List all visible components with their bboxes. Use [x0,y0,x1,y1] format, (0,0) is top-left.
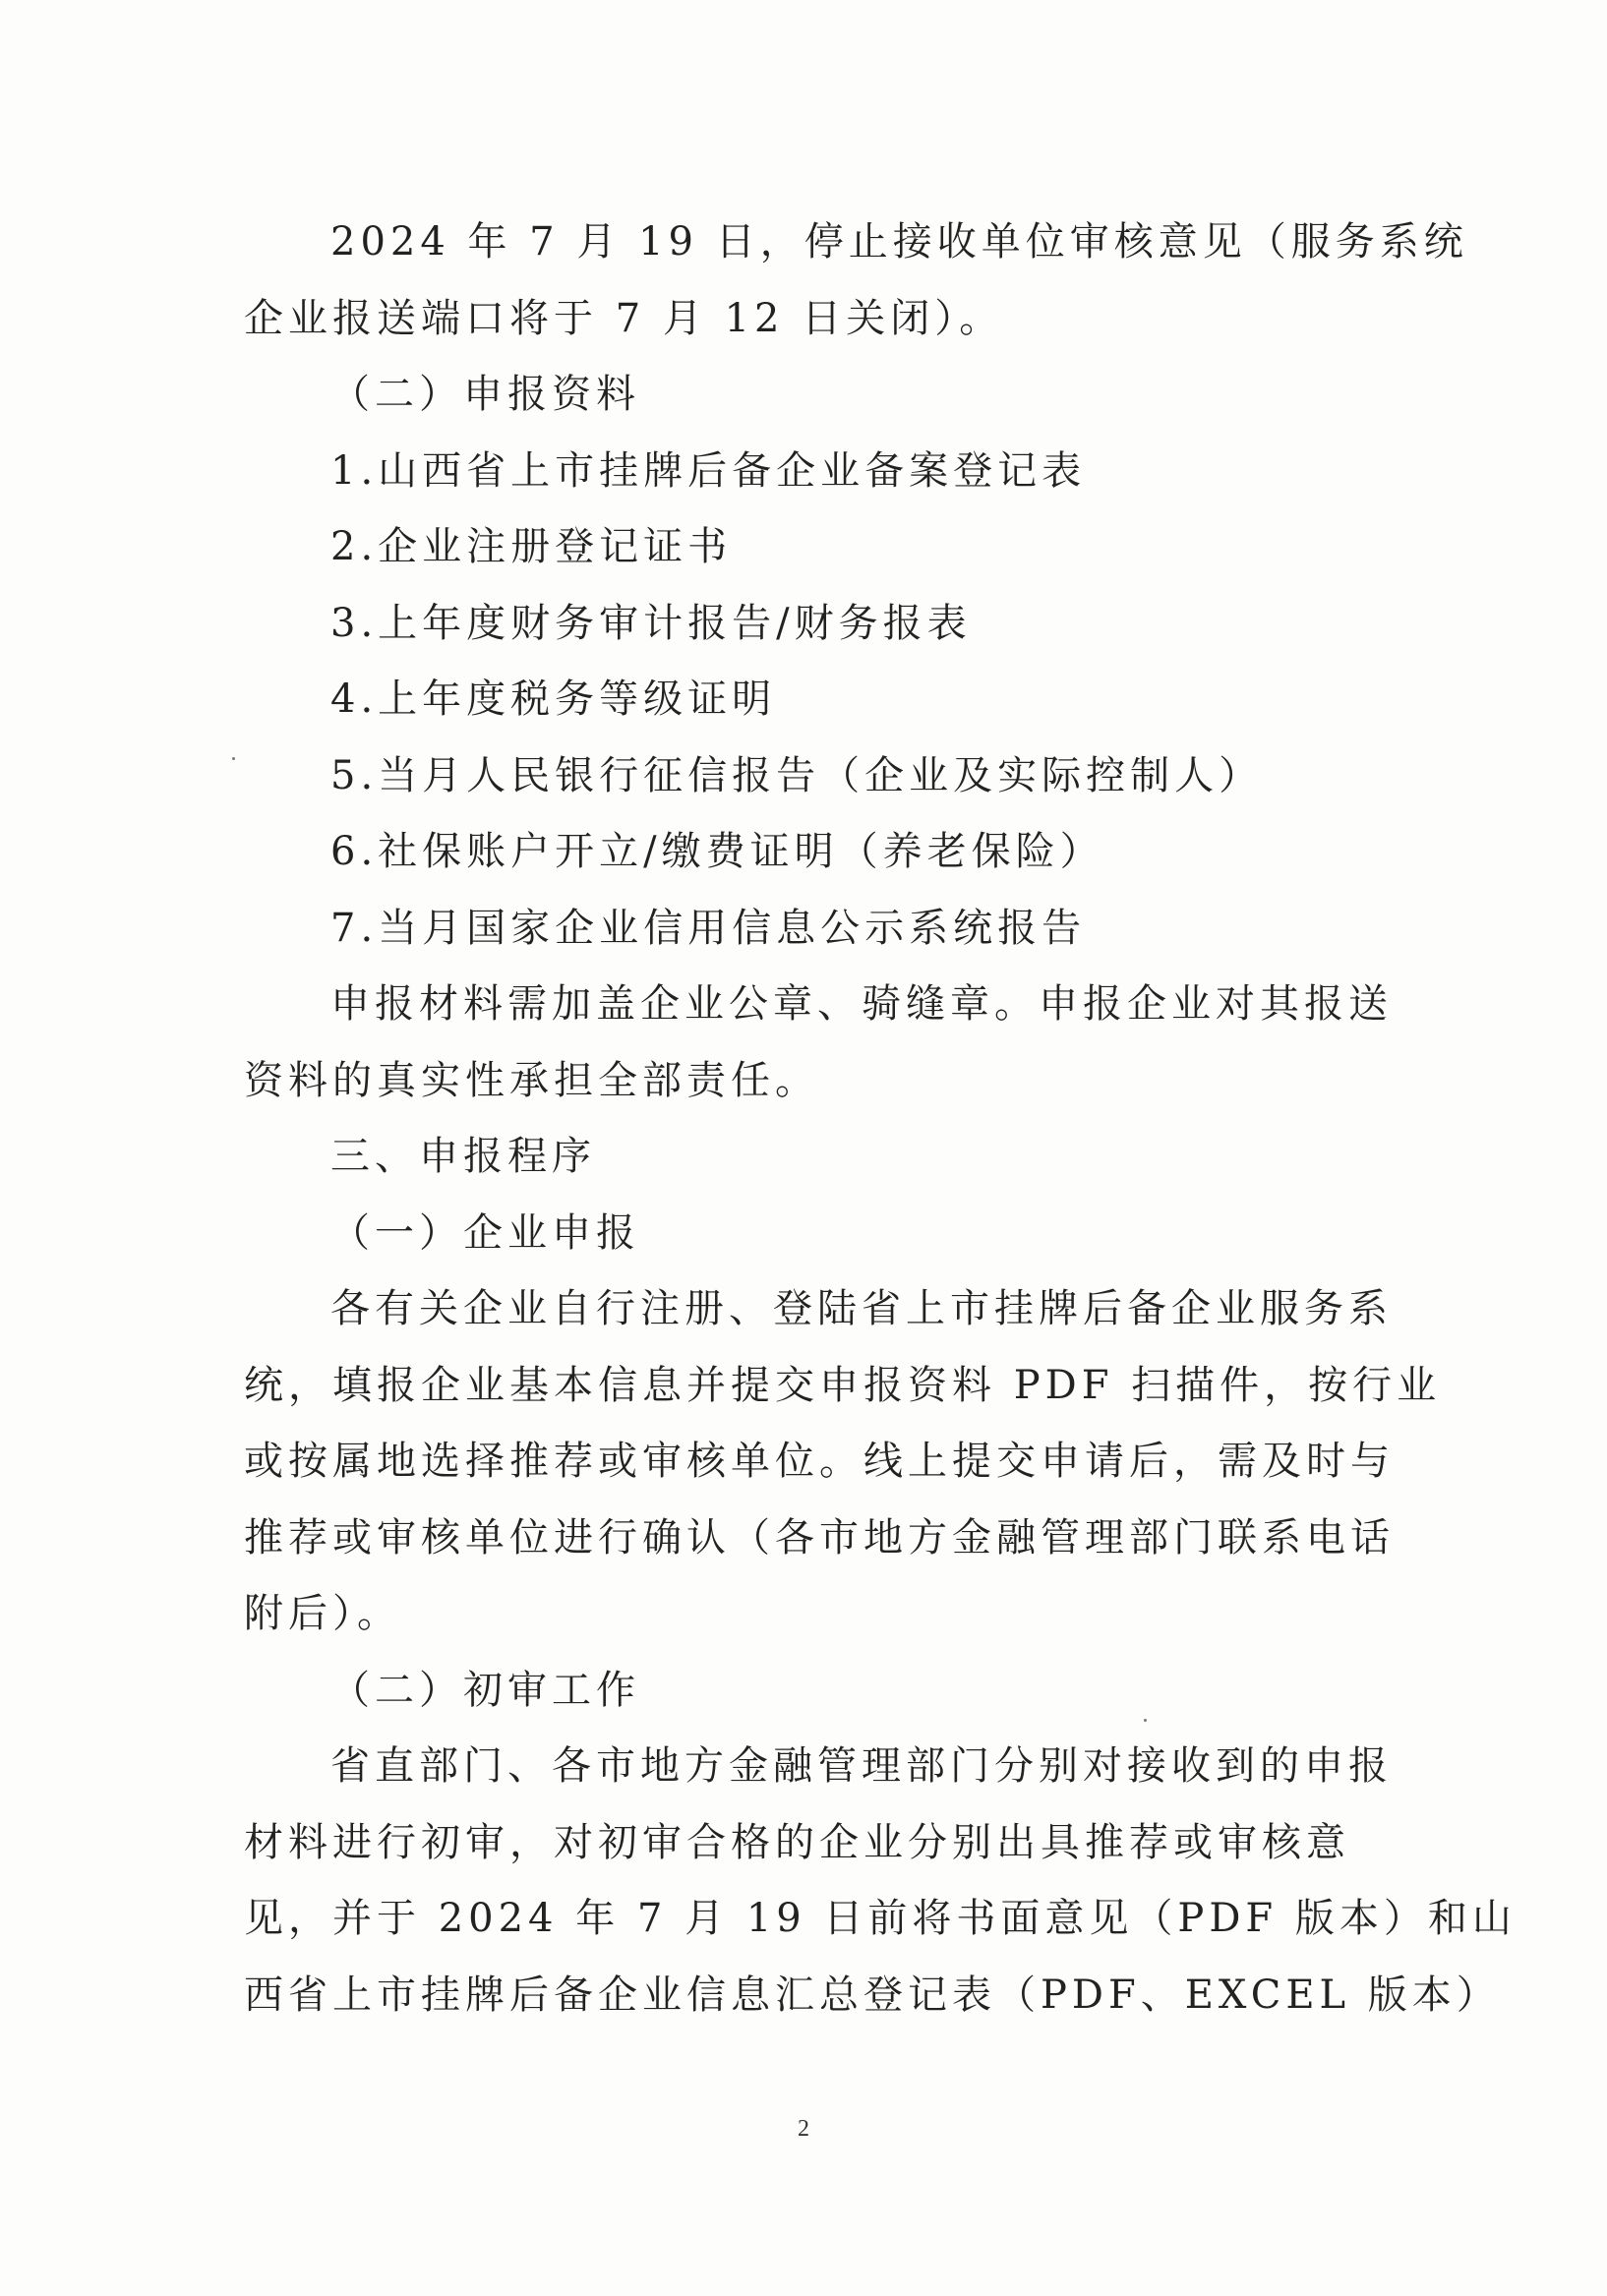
paragraph-line: 材料进行初审，对初审合格的企业分别出具推荐或审核意 [244,1819,1350,1865]
scan-speck [1144,1719,1147,1722]
subsection-heading-application: （一）企业申报 [330,1209,640,1256]
paragraph-line: 见，并于 2024 年 7 月 19 日前将书面意见（PDF 版本）和山 [244,1896,1517,1941]
paragraph-line: 推荐或审核单位进行确认（各市地方金融管理部门联系电话 [244,1514,1395,1560]
list-item: 1.山西省上市挂牌后备企业备案登记表 [330,447,1087,494]
list-item: 5.当月人民银行征信报告（企业及实际控制人） [330,752,1264,798]
paragraph-line: 或按属地选择推荐或审核单位。线上提交申请后，需及时与 [244,1439,1395,1484]
list-item: 3.上年度财务审计报告/财务报表 [330,600,972,646]
paragraph-line: 统，填报企业基本信息并提交申报资料 PDF 扫描件，按行业 [244,1362,1442,1408]
paragraph-line: 企业报送端口将于 7 月 12 日关闭）。 [244,295,1004,341]
document-body [244,205,1517,2033]
list-item: 4.上年度税务等级证明 [330,677,777,722]
paragraph-line: 申报材料需加盖企业公章、骑缝章。申报企业对其报送 [330,981,1393,1027]
paragraph-line: 2024 年 7 月 19 日，停止接收单位审核意见（服务系统 [330,219,1468,265]
list-item: 6.社保账户开立/缴费证明（养老保险） [330,829,1104,874]
subsection-heading-review: （二）初审工作 [330,1667,640,1713]
page-number: 2 [798,2116,809,2142]
paragraph-line: 附后）。 [244,1591,401,1636]
section-heading-procedure: 三、申报程序 [330,1134,596,1179]
paragraph-line: 省直部门、各市地方金融管理部门分别对接收到的申报 [330,1743,1393,1789]
paragraph-line: 资料的真实性承担全部责任。 [244,1057,819,1103]
list-item: 7.当月国家企业信用信息公示系统报告 [330,905,1087,951]
section-heading-materials: （二）申报资料 [330,372,640,417]
list-item: 2.企业注册登记证书 [330,524,733,569]
paragraph-line: 西省上市挂牌后备企业信息汇总登记表（PDF、EXCEL 版本） [244,1972,1501,2018]
paragraph-line: 各有关企业自行注册、登陆省上市挂牌后备企业服务系 [330,1286,1393,1331]
scan-speck [232,757,235,760]
